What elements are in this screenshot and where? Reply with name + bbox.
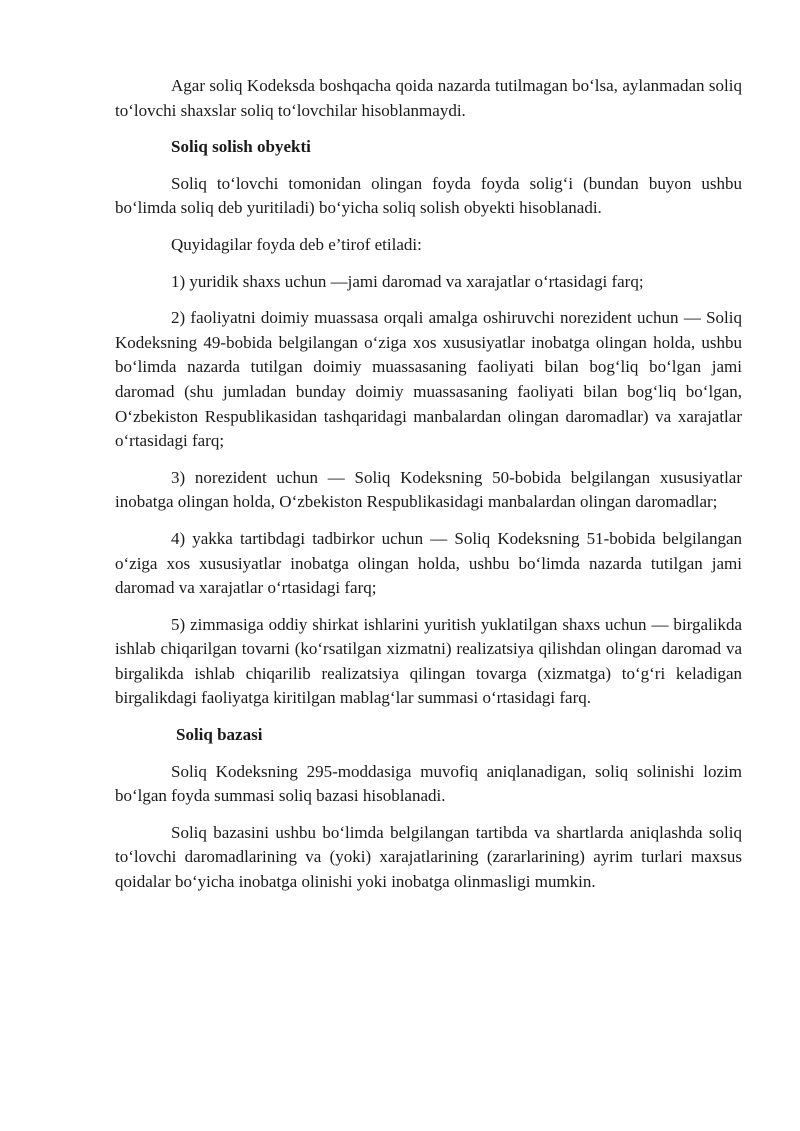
list-item-4: 4) yakka tartibdagi tadbirkor uchun — Soliq Kodeksning 51-bobida belgilangan o‘ziga xos xususiyatlar inobatga olingan holda, ushbu bo‘limda nazarda tutilgan jami daromad va xarajatlar o‘rtasidagi farq; <box>115 528 742 598</box>
list-item-5: 5) zimmasiga oddiy shirkat ishlarini yuritish yuklatilgan shaxs uchun — birgalikda ishlab chiqarilgan tovarni (ko‘rsatilgan xizmatni) realizatsiya qilishdan olingan daromad va birgalikda ishlab chiqarilib realizatsiya qilingan tovarga (xizmatga) to‘g‘ri keladigan birgalikdagi faoliyatga kiritilgan mablag‘lar summasi o‘rtasidagi farq. <box>115 614 742 708</box>
list-item-1: 1) yuridik shaxs uchun —jami daromad va xarajatlar o‘rtasidagi farq; <box>171 271 644 291</box>
paragraph-tax-base-rules: Soliq bazasini ushbu bo‘limda belgilangan tartibda va shartlarda aniqlashda soliq to‘lovchi daromadlarining va (yoki) xarajatlarining (zararlarining) ayrim turlari maxsus qoidalar bo‘yicha inobatga olinishi yoki inobatga olinmasligi mumkin. <box>115 822 742 892</box>
list-item-3: 3) norezident uchun — Soliq Kodeksning 50-bobida belgilangan xususiyatlar inobatga olingan holda, O‘zbekiston Respublikasidagi manbalardan olingan daromadlar; <box>115 467 742 512</box>
list-item-2: 2) faoliyatni doimiy muassasa orqali amalga oshiruvchi norezident uchun — Soliq Kodeksning 49-bobida belgilangan o‘ziga xos xususiyatlar inobatga olingan holda, ushbu bo‘limda nazarda tutilgan doimiy muassasaning faoliyati bilan bog‘liq bo‘lgan jami daromad (shu jumladan bunday doimiy muassasaning faoliyati bilan bog‘liq bo‘lgan, O‘zbekiston Respublikasidan tashqaridagi manbalardan olingan daromadlar) va xarajatlar o‘rtasidagi farq; <box>115 308 742 451</box>
paragraph-taxation-object: Soliq to‘lovchi tomonidan olingan foyda foyda solig‘i (bundan buyon ushbu bo‘limda soliq deb yuritiladi) bo‘yicha soliq solish obyekti hisoblanadi. <box>115 173 742 218</box>
document-page <box>115 74 742 907</box>
paragraph-intro: Agar soliq Kodeksda boshqacha qoida nazarda tutilmagan bo‘lsa, aylanmadan soliq to‘lovchi shaxslar soliq to‘lovchilar hisoblanmaydi. <box>115 76 742 120</box>
section-heading-taxation-object: Soliq solish obyekti <box>171 137 311 157</box>
section-heading-tax-base: Soliq bazasi <box>176 725 263 745</box>
paragraph-tax-base: Soliq Kodeksning 295-moddasiga muvofiq aniqlanadigan, soliq solinishi lozim bo‘lgan foyda summasi soliq bazasi hisoblanadi. <box>115 761 742 806</box>
paragraph-profit-definition: Quyidagilar foyda deb e’tirof etiladi: <box>171 234 422 254</box>
